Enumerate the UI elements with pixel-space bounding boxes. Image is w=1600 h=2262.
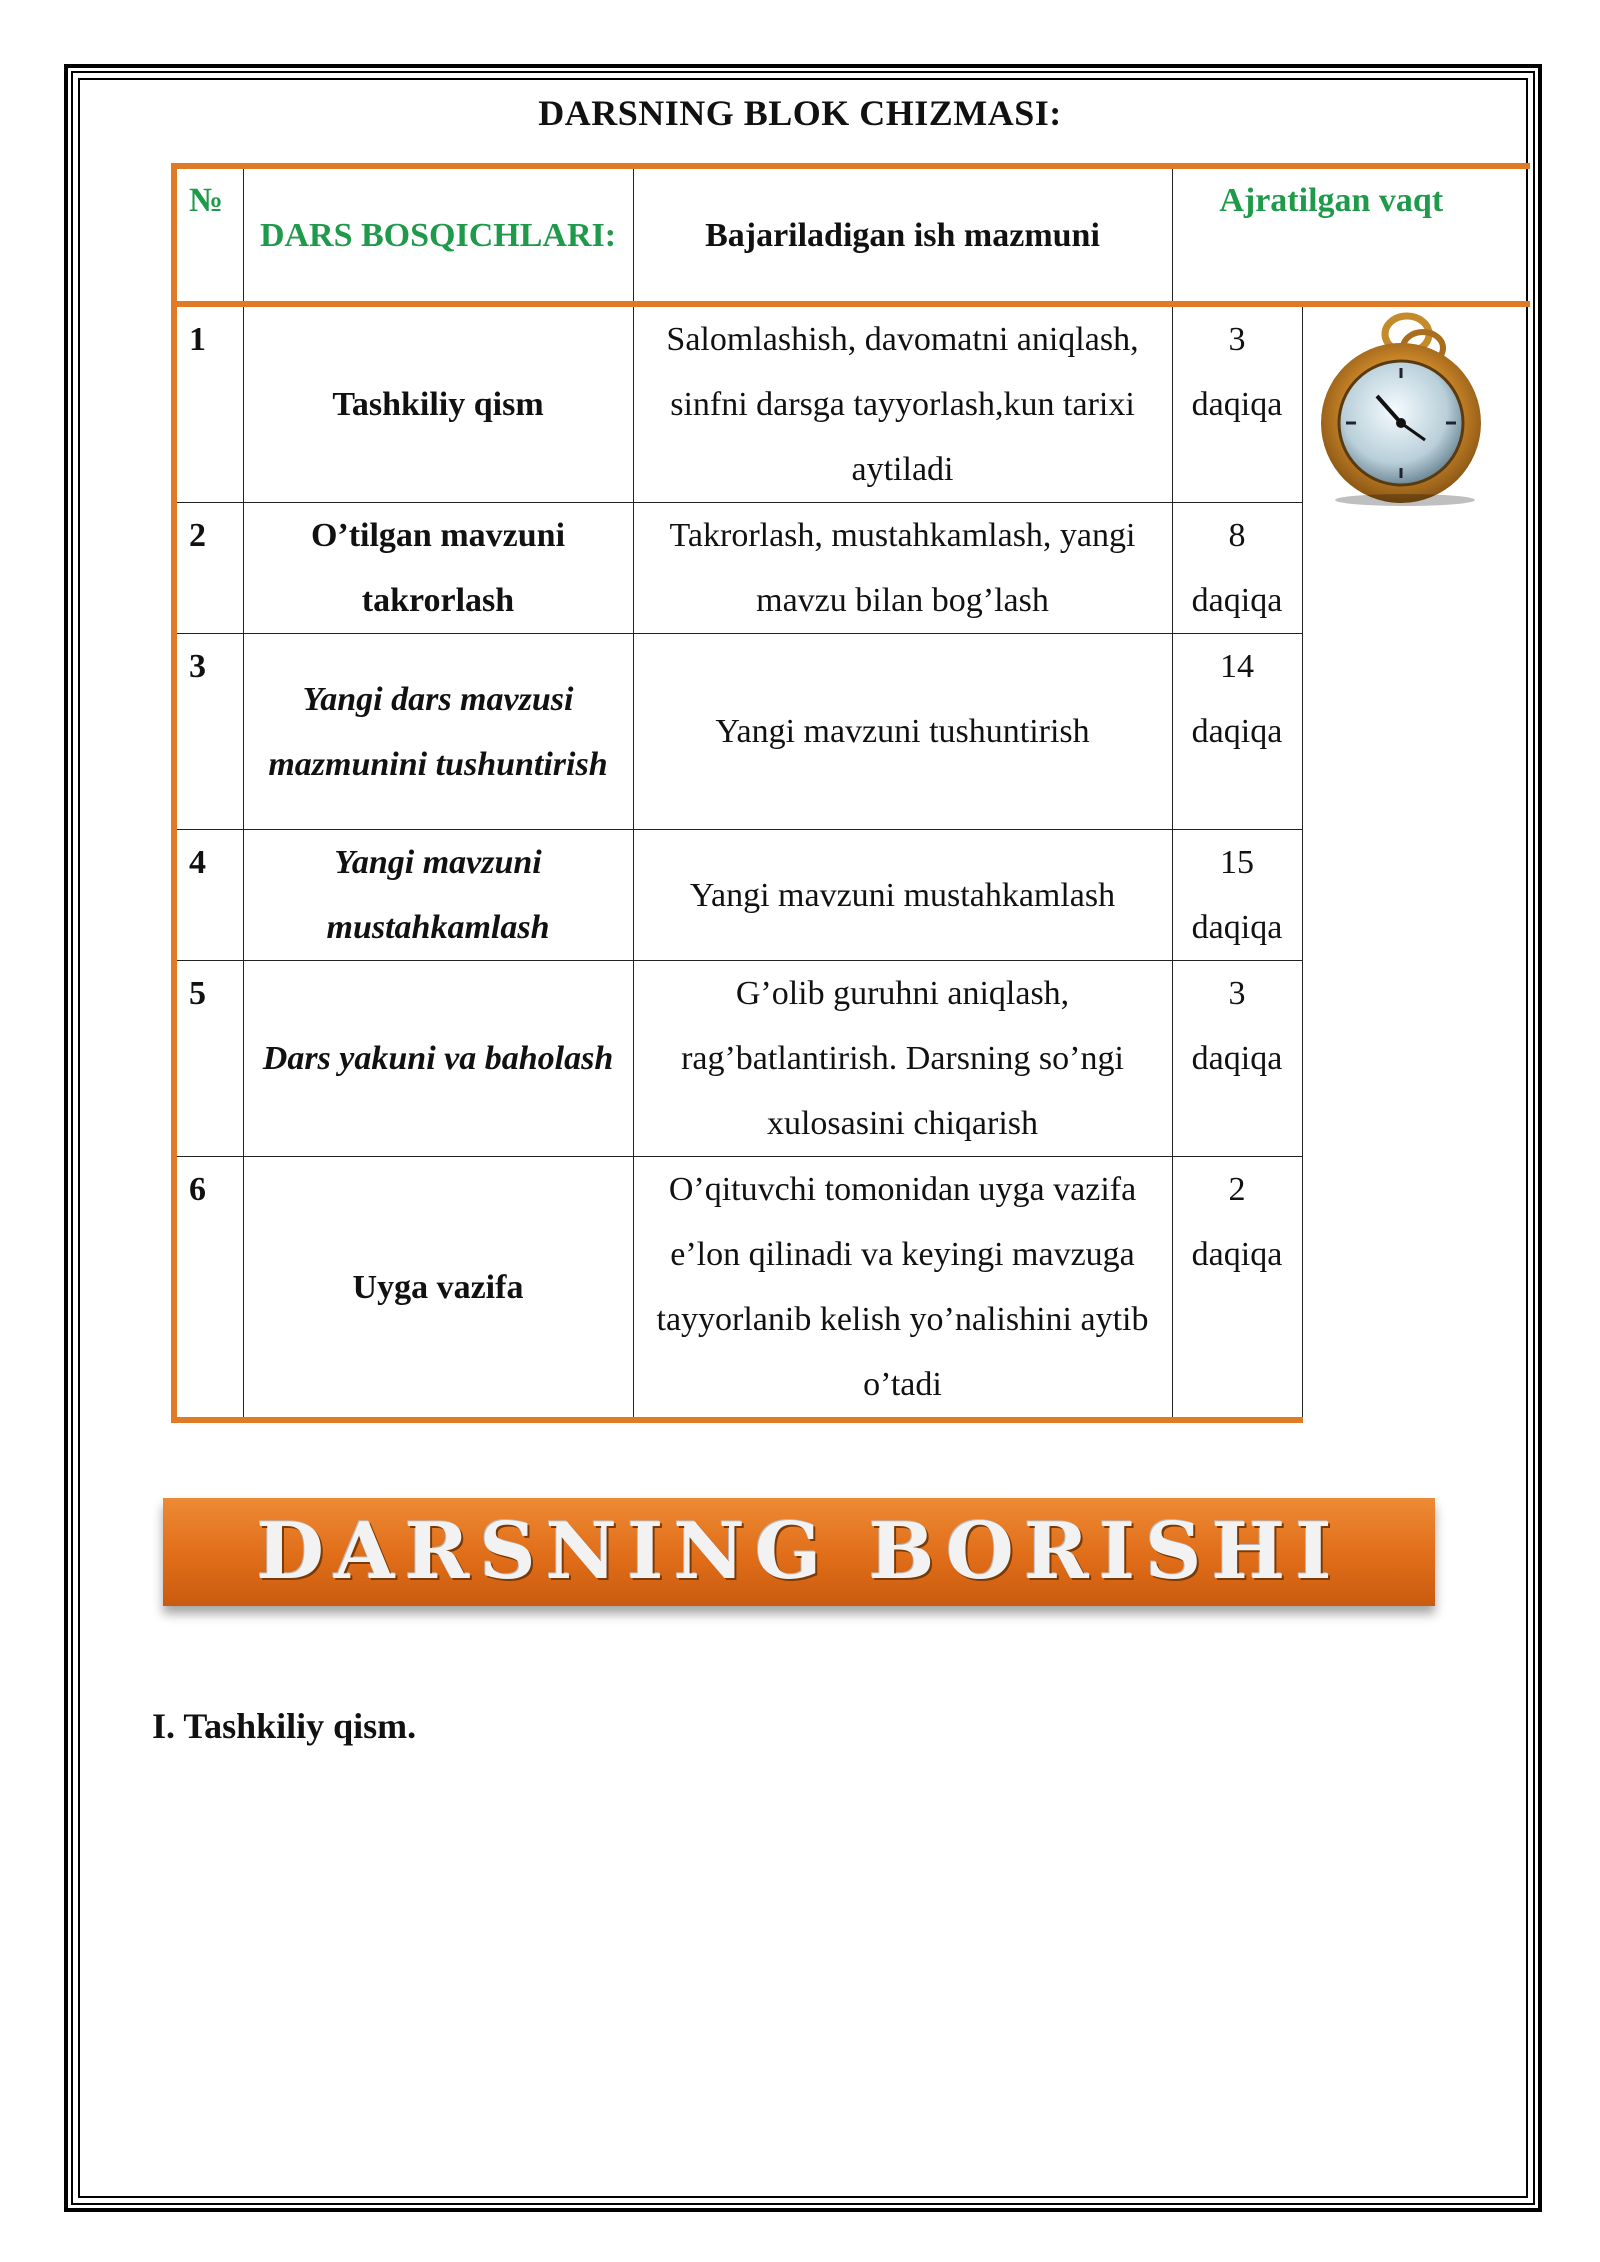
stopwatch-icon [1315, 308, 1495, 508]
section-banner [163, 1498, 1435, 1606]
row-number: 3 [174, 634, 243, 830]
time-value: 15 [1220, 844, 1254, 881]
time-value: 8 [1228, 517, 1246, 554]
document-title: DARSNING BLOK CHIZMASI: [538, 93, 1062, 133]
time-value: 3 [1228, 321, 1246, 358]
row-content: O’qituvchi tomonidan uyga vazifa e’lon qilinadi va keyingi mavzuga tayyorlanib kelish yo’nalishini aytib o’tadi [633, 1157, 1172, 1421]
row-number: 2 [174, 503, 243, 634]
time-unit: daqiqa [1191, 582, 1283, 619]
row-time [1172, 1157, 1302, 1421]
row-stage: Uyga vazifa [243, 1157, 633, 1421]
row-content: Yangi mavzuni mustahkamlash [633, 830, 1172, 961]
time-unit: daqiqa [1191, 1236, 1283, 1273]
time-unit: daqiqa [1191, 1040, 1283, 1077]
row-number: 1 [174, 304, 243, 503]
row-stage: Yangi mavzuni mustahkamlash [243, 830, 633, 961]
header-number: № [174, 166, 243, 304]
time-value: 3 [1228, 975, 1246, 1012]
row-time [1172, 634, 1302, 830]
row-content: G’olib guruhni aniqlash, rag’batlantirish. Darsning so’ngi xulosasini chiqarish [633, 961, 1172, 1157]
table-header-row [174, 166, 1530, 304]
row-time [1172, 503, 1302, 634]
banner-title: DARSNING BORISHI [256, 1506, 1342, 1597]
row-time [1172, 961, 1302, 1157]
time-value: 14 [1220, 648, 1254, 685]
time-unit: daqiqa [1191, 713, 1283, 750]
row-stage: Yangi dars mavzusi mazmunini tushuntirish [243, 634, 633, 830]
header-time: Ajratilgan vaqt [1172, 166, 1530, 304]
header-content: Bajariladigan ish mazmuni [633, 166, 1172, 304]
row-time [1172, 830, 1302, 961]
row-content: Salomlashish, davomatni aniqlash, sinfni darsga tayyorlash,kun tarixi aytiladi [633, 304, 1172, 503]
section-heading: I. Tashkiliy qism. [152, 1706, 417, 1746]
time-unit: daqiqa [1191, 386, 1283, 423]
time-value: 2 [1228, 1171, 1246, 1208]
row-stage: Dars yakuni va baholash [243, 961, 633, 1157]
time-unit: daqiqa [1191, 909, 1283, 946]
row-number: 4 [174, 830, 243, 961]
row-time [1172, 304, 1302, 503]
row-number: 6 [174, 1157, 243, 1421]
row-stage: Tashkiliy qism [243, 304, 633, 503]
row-content: Yangi mavzuni tushuntirish [633, 634, 1172, 830]
row-number: 5 [174, 961, 243, 1157]
row-content: Takrorlash, mustahkamlash, yangi mavzu bilan bog’lash [633, 503, 1172, 634]
row-stage: O’tilgan mavzuni takrorlash [243, 503, 633, 634]
header-stages: DARS BOSQICHLARI: [243, 166, 633, 304]
